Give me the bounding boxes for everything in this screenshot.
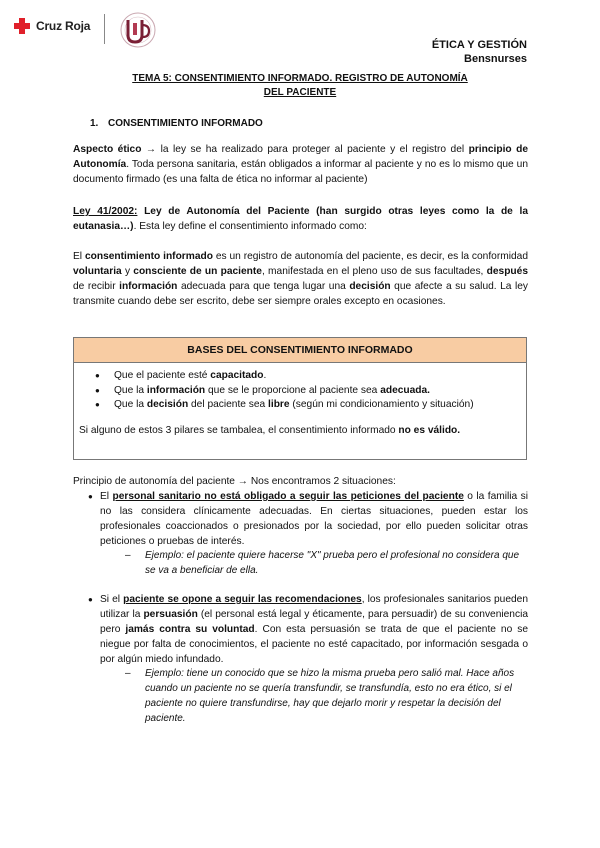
section-title: CONSENTIMIENTO INFORMADO bbox=[108, 118, 263, 129]
topic-title-line1: TEMA 5: CONSENTIMIENTO INFORMADO. REGISTRO DE AUTONOMÍA bbox=[132, 73, 468, 84]
bold-text: capacitado bbox=[210, 370, 264, 381]
paragraph-law bbox=[73, 204, 528, 234]
topic-title bbox=[90, 72, 510, 100]
list-item bbox=[74, 384, 526, 399]
list-item bbox=[74, 398, 526, 413]
bullet-icon: ● bbox=[88, 492, 93, 501]
text: (según mi condicionamiento y situación) bbox=[289, 399, 474, 410]
law-reference: Ley 41/2002: bbox=[73, 206, 138, 217]
text: . Con esta persuasión se trata de que el paciente no se niegue por falta de conocimientos, el paciente no esté capacitado, por información sesgada o por algún miedo infundado. bbox=[100, 624, 528, 665]
text: → la ley se ha realizado para proteger al paciente y el registro del bbox=[141, 144, 469, 155]
text: y bbox=[121, 266, 134, 277]
bold-text: decisión bbox=[349, 281, 391, 292]
logo-divider bbox=[104, 14, 105, 44]
text: (el personal está legal y éticamente, para persuadir) de su conveniencia pero bbox=[100, 609, 528, 635]
dash-icon: – bbox=[125, 550, 131, 561]
bold-text: información bbox=[119, 281, 178, 292]
cruz-roja-logo-text: Cruz Roja bbox=[36, 19, 91, 33]
paragraph-autonomy-principle: Principio de autonomía del paciente → Nos encontramos 2 situaciones: bbox=[73, 476, 396, 487]
bold-text: decisión bbox=[146, 399, 189, 410]
bold-text: principio de Autonomía bbox=[73, 144, 528, 170]
bold-text: adecuada. bbox=[380, 384, 431, 396]
dash-icon: – bbox=[125, 668, 131, 679]
text: El bbox=[73, 251, 85, 262]
text: que se le proporcione al paciente sea bbox=[205, 384, 381, 396]
text: . Toda persona sanitaria, están obligados a informar al paciente y no es lo mismo que un documento firmado (es una falta de ética no informar al paciente) bbox=[73, 159, 528, 185]
bullet-patient-opposes bbox=[88, 592, 528, 667]
bold-text: persuasión bbox=[143, 609, 198, 620]
example-2 bbox=[125, 666, 525, 726]
text: El bbox=[100, 491, 113, 502]
bold-text: después bbox=[486, 266, 528, 277]
example-text: Ejemplo: el paciente quiere hacerse "X" prueba pero el profesional no considera que se va a beneficiar de ella. bbox=[145, 550, 520, 576]
bold-text: Ley de Autonomía del Paciente (han surgido otras leyes como la de la eutanasia…) bbox=[73, 206, 528, 232]
text: . bbox=[263, 370, 267, 381]
course-name: ÉTICA Y GESTIÓN bbox=[431, 39, 527, 51]
bold-text: paciente se opone a seguir las recomendaciones bbox=[123, 594, 362, 605]
bullet-icon: ● bbox=[88, 595, 93, 604]
bases-box-header: BASES DEL CONSENTIMIENTO INFORMADO bbox=[74, 338, 526, 363]
university-seal-icon bbox=[118, 11, 158, 49]
text: Que el paciente esté bbox=[114, 370, 211, 381]
text: que afecte a su salud. La ley transmite cuando debe ser escrito, debe ser siempre orales excepto en ocasiones. bbox=[73, 281, 528, 307]
bold-text: consciente de un paciente bbox=[133, 266, 262, 277]
header-info bbox=[432, 38, 527, 66]
paragraph-ethical-aspect bbox=[73, 142, 528, 187]
text: Si el bbox=[100, 594, 124, 605]
text: . Esta ley define el consentimiento informado como: bbox=[133, 221, 367, 232]
section-heading bbox=[90, 118, 263, 129]
bold-text: consentimiento informado bbox=[84, 251, 213, 262]
text: del paciente sea bbox=[188, 399, 269, 410]
bases-list bbox=[74, 369, 526, 413]
cruz-roja-logo bbox=[14, 18, 90, 34]
text: Que la bbox=[114, 399, 147, 410]
bold-text: jamás contra su voluntad bbox=[125, 624, 255, 635]
bold-text: libre bbox=[268, 399, 290, 410]
red-cross-icon bbox=[14, 18, 30, 34]
text: Que la bbox=[114, 384, 147, 396]
text: , manifestada en el pleno uso de sus facultades, bbox=[261, 266, 487, 277]
bold-text: voluntaria bbox=[73, 266, 122, 277]
list-item bbox=[74, 369, 526, 384]
bases-box bbox=[73, 337, 527, 460]
topic-title-line2: DEL PACIENTE bbox=[263, 87, 337, 98]
text: o la familia si no las considera clínicamente adecuadas. En ciertas situaciones, pueden estar los profesionales coaccionados o presionados por la sociedad, por ello pueden solicitar otras peticiones o pruebas de interés. bbox=[100, 491, 528, 547]
text: es un registro de autonomía del paciente, es decir, es la conformidad bbox=[212, 251, 528, 262]
bold-text: Aspecto ético bbox=[73, 144, 142, 155]
bold-text: información bbox=[146, 384, 206, 396]
text: de recibir bbox=[73, 281, 120, 292]
bold-text: no es válido. bbox=[398, 424, 461, 436]
bold-text: personal sanitario no está obligado a seguir las peticiones del paciente bbox=[112, 491, 464, 502]
paragraph-definition bbox=[73, 249, 528, 309]
example-1 bbox=[125, 548, 525, 578]
example-text: Ejemplo: tiene un conocido que se hizo la misma prueba pero salió mal. Hace años cuando un paciente no se quería transfundir, se transfundía, esto no era ético, si el paciente no quiere transfundirse, hay que dejarlo morir y respetar la decisión del paciente. bbox=[145, 668, 515, 724]
text: , los profesionales sanitarios pueden utilizar la bbox=[100, 594, 528, 620]
text: Si alguno de estos 3 pilares se tambalea, el consentimiento informado bbox=[79, 424, 399, 436]
bullet-staff-not-obliged bbox=[88, 489, 528, 549]
text: adecuada para que tenga lugar una bbox=[177, 281, 350, 292]
author-name: Bensnurses bbox=[464, 53, 527, 65]
section-number: 1. bbox=[90, 118, 99, 129]
bases-box-footer bbox=[74, 425, 526, 436]
